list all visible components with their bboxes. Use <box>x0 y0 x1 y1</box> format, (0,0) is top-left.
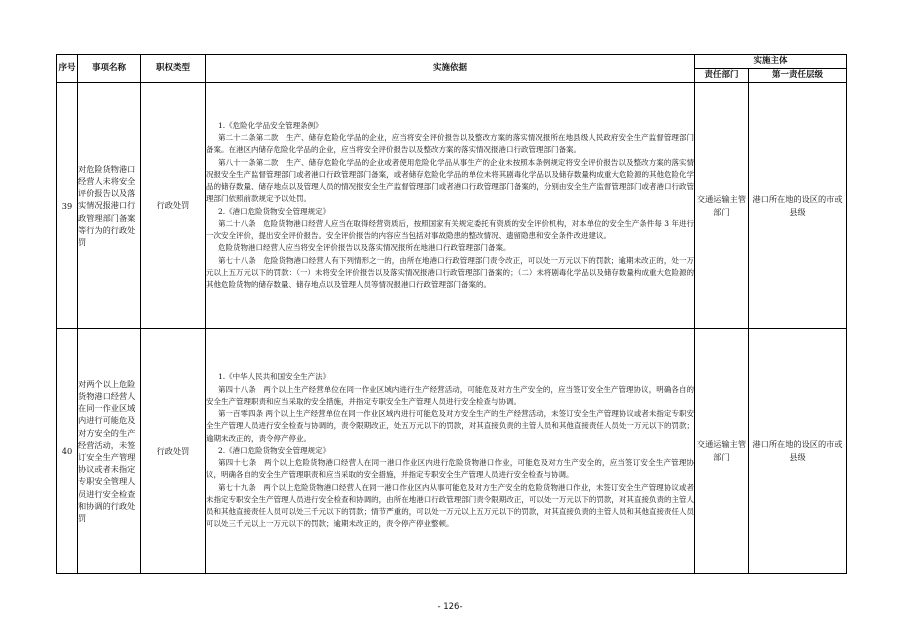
row-level: 港口所在地的设区的市或县级 <box>749 329 847 574</box>
row-dept: 交通运输主管部门 <box>695 83 749 329</box>
row-type: 行政处罚 <box>141 329 206 574</box>
row-name: 对两个以上危险货物港口经营人在同一作业区域内进行可能危及对方安全的生产经营活动，未签订安全生产管理协议或者未指定专职安全管理人员进行安全检查和协调的行政处罚 <box>78 329 141 574</box>
row-type: 行政处罚 <box>141 83 206 329</box>
row-name: 对危险货物港口经营人未将安全评价报告以及落实情况报港口行政管理部门备案等行为的行政处罚 <box>78 83 141 329</box>
basis-paragraph: 第八十一条第二款 生产、储存危险化学品的企业或者使用危险化学品从事生产的企业未按照本条例规定将安全评价报告以及整改方案的落实情况报安全生产监督管理部门或者港口行政管理部门备案，或者储存危险化学品的单位未将其剧毒化学品以及储存数量构成重大危险源的其他危险化学品的储存数量、储存地点以及管理人员的情况报安全生产监督管理部门或者港口行政管理部门备案的，分别由安全生产监督管理部门或者港口行政管理部门依照前款规定予以处罚。 <box>206 157 694 204</box>
basis-paragraph: 第二十八条 危险货物港口经营人应当在取得经营资质后，按照国家有关规定委托有资质的安全评价机构，对本单位的安全生产条件每 3 年进行一次安全评价，提出安全评价报告。安全评价报告的内容应当包括对事故隐患的整改情况、遗留隐患和安全条件改进建议。 <box>206 218 694 240</box>
basis-paragraph: 2.《港口危险货物安全管理规定》 <box>218 206 331 216</box>
header-name: 事项名称 <box>78 55 141 83</box>
basis-paragraph: 第二十二条第二款 生产、储存危险化学品的企业，应当将安全评价报告以及整改方案的落实情况报所在地县级人民政府安全生产监督管理部门备案。在港区内储存危险化学品的企业，应当将安全评价报告以及整改方案的落实情况报港口行政管理部门备案。 <box>206 133 694 155</box>
basis-paragraph: 危险货物港口经营人应当将安全评价报告以及落实情况报所在地港口行政管理部门备案。 <box>218 243 511 253</box>
row-basis <box>206 83 695 329</box>
row-basis <box>206 329 695 574</box>
row-no: 39 <box>57 83 78 329</box>
table-row <box>57 329 847 574</box>
header-type: 职权类型 <box>141 55 206 83</box>
row-no: 40 <box>57 329 78 574</box>
basis-paragraph: 第四十七条 两个以上危险货物港口经营人在同一港口作业区内进行危险货物港口作业，可能危及对方生产安全的，应当签订安全生产管理协议，明确各自的安全生产管理职责和应当采取的安全措施，并指定专职安全生产管理人员进行安全检查与协调。 <box>206 458 694 480</box>
basis-paragraph: 第七十九条 两个以上危险货物港口经营人在同一港口作业区内从事可能危及对方生产安全的危险货物港口作业，未签订安全生产管理协议或者未指定专职安全生产管理人员进行安全检查和协调的，由所在地港口行政管理部门责令限期改正，可以处一万元以下的罚款，对其直接负责的主管人员和其他直接责任人员可以处三千元以下的罚款；情节严重的，可以处一万元以上五万元以下的罚款，对其直接负责的主管人员和其他直接责任人员可以处三千元以上一万元以下的罚款；逾期未改正的，责令停产停业整顿。 <box>206 482 694 529</box>
basis-paragraph: 1.《危险化学品安全管理条例》 <box>218 120 323 130</box>
header-dept: 责任部门 <box>695 69 749 83</box>
basis-paragraph: 第四十八条 两个以上生产经营单位在同一作业区域内进行生产经营活动，可能危及对方生产安全的，应当签订安全生产管理协议，明确各自的安全生产管理职责和应当采取的安全措施，并指定专职安全生产管理人员进行安全检查与协调。 <box>206 384 694 406</box>
header-basis: 实施依据 <box>206 55 695 83</box>
header-subject: 实施主体 <box>695 55 847 69</box>
basis-paragraph: 第一百零四条 两个以上生产经营单位在同一作业区域内进行可能危及对方安全生产的生产经营活动，未签订安全生产管理协议或者未指定专职安全生产管理人员进行安全检查与协调的，责令限期改正，处五万元以下的罚款，对其直接负责的主管人员和其他直接责任人员处一万元以下的罚款；逾期未改正的，责令停产停业。 <box>206 409 694 443</box>
table-row <box>57 83 847 329</box>
page-number: - 126- <box>437 602 463 612</box>
enforcement-table <box>56 54 847 574</box>
basis-paragraph: 2.《港口危险货物安全管理规定》 <box>218 445 331 455</box>
header-no: 序号 <box>57 55 78 83</box>
basis-paragraph: 第七十八条 危险货物港口经营人有下列情形之一的，由所在地港口行政管理部门责令改正，可以处一万元以下的罚款；逾期未改正的，处一万元以上五万元以下的罚款：（一）未将安全评价报告以及落实情况报港口行政管理部门备案的；（二）未将剧毒化学品以及储存数量构成重大危险源的其他危险货物的储存数量、储存地点以及管理人员等情况报港口行政管理部门备案的。 <box>206 255 694 289</box>
basis-paragraph: 1.《中华人民共和国安全生产法》 <box>218 372 331 382</box>
row-level: 港口所在地的设区的市或县级 <box>749 83 847 329</box>
header-level: 第一责任层级 <box>749 69 847 83</box>
row-dept: 交通运输主管部门 <box>695 329 749 574</box>
